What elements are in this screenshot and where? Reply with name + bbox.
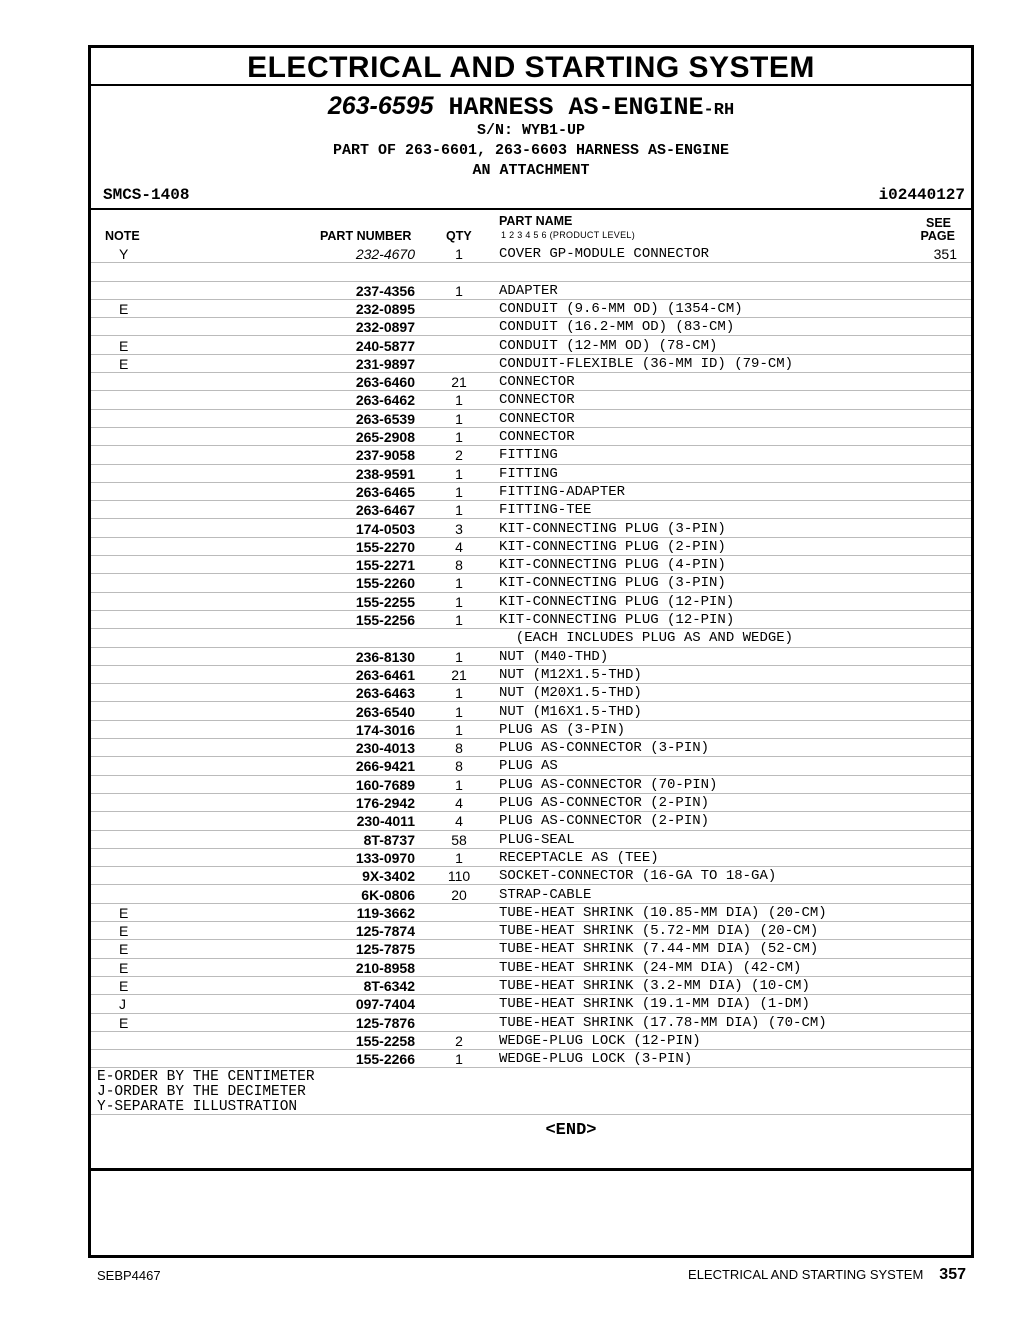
row-qty: 1: [455, 1051, 463, 1068]
table-row: [91, 940, 971, 958]
col-product-level: 1 2 3 4 5 6 (PRODUCT LEVEL): [501, 230, 635, 240]
table-row: [91, 739, 971, 757]
row-part-name: PLUG AS (3-PIN): [499, 721, 626, 738]
table-row: [91, 794, 971, 812]
row-part-name: TUBE-HEAT SHRINK (7.44-MM DIA) (52-CM): [499, 941, 819, 958]
row-part-name: SOCKET-CONNECTOR (16-GA TO 18-GA): [499, 868, 777, 885]
table-row: [91, 648, 971, 666]
table-row: [91, 465, 971, 483]
table-row: [91, 538, 971, 556]
table-row: [91, 483, 971, 501]
row-part-number: 230-4013: [355, 740, 415, 757]
row-part-number: 263-6463: [355, 685, 415, 702]
col-see: SEE: [925, 216, 951, 230]
row-part-name: PLUG AS-CONNECTOR (70-PIN): [499, 776, 718, 793]
row-part-name: TUBE-HEAT SHRINK (19.1-MM DIA) (1-DM): [499, 996, 810, 1013]
row-qty: 110: [447, 868, 471, 885]
part-of-line: PART OF 263-6601, 263-6603 HARNESS AS-ENGINE: [332, 142, 730, 159]
table-row: [91, 373, 971, 391]
table-row: [91, 337, 971, 355]
row-part-number: 155-2255: [355, 593, 415, 610]
row-part-number: 155-2258: [355, 1032, 415, 1049]
table-row: [91, 410, 971, 428]
row-part-number: 155-2270: [355, 538, 415, 555]
table-row: [91, 520, 971, 538]
row-note: E: [119, 959, 129, 976]
table-row: [91, 849, 971, 867]
row-part-name: ADAPTER: [499, 282, 558, 299]
col-part-name: PART NAME: [499, 214, 573, 228]
table-row: [91, 300, 971, 318]
table-row: [91, 922, 971, 940]
row-note: J: [119, 996, 126, 1013]
row-part-number: 231-9897: [355, 355, 415, 372]
row-part-number: 160-7689: [355, 776, 415, 793]
row-part-name: KIT-CONNECTING PLUG (4-PIN): [499, 557, 726, 574]
row-qty: 21: [451, 374, 467, 391]
illustration-id: i02440127: [878, 186, 965, 204]
row-qty: 1: [455, 593, 463, 610]
row-part-number: 174-0503: [355, 520, 415, 537]
table-row: [91, 245, 971, 263]
page-frame: [88, 45, 974, 1258]
row-part-number: 8T-8737: [363, 831, 415, 848]
row-qty: 2: [455, 1032, 463, 1049]
row-qty: 1: [455, 703, 463, 720]
row-qty: 1: [455, 282, 463, 299]
table-row: [91, 1032, 971, 1050]
row-part-name: CONDUIT (12-MM OD) (78-CM): [499, 337, 718, 354]
footer-doc-id: SEBP4467: [97, 1268, 161, 1283]
row-part-name: CONDUIT-FLEXIBLE (36-MM ID) (79-CM): [499, 355, 794, 372]
row-note: E: [119, 923, 129, 940]
row-part-name: NUT (M16X1.5-THD): [499, 703, 642, 720]
row-part-name: PLUG-SEAL: [499, 831, 575, 848]
row-qty: 58: [451, 831, 467, 848]
row-part-name: CONNECTOR: [499, 392, 575, 409]
note-line: J-ORDER BY THE DECIMETER: [97, 1084, 306, 1100]
table-row: [91, 831, 971, 849]
row-part-name: CONDUIT (9.6-MM OD) (1354-CM): [499, 300, 743, 317]
table-row: [91, 886, 971, 904]
row-part-name: NUT (M20X1.5-THD): [499, 685, 642, 702]
row-part-number: 155-2256: [355, 612, 415, 628]
row-part-name: WEDGE-PLUG LOCK (3-PIN): [499, 1051, 693, 1068]
table-row: [91, 684, 971, 702]
row-part-name: CONNECTOR: [499, 374, 575, 391]
header-divider: [91, 208, 971, 210]
section-title: ELECTRICAL AND STARTING SYSTEM: [91, 48, 971, 86]
notes-block: [97, 1070, 315, 1115]
row-part-name: NUT (M12X1.5-THD): [499, 666, 642, 683]
row-part-name: CONNECTOR: [499, 410, 575, 427]
row-part-number: 155-2260: [355, 575, 415, 592]
row-part-name: TUBE-HEAT SHRINK (17.78-MM DIA) (70-CM): [499, 1014, 827, 1031]
table-row: [91, 318, 971, 336]
table-row: [91, 556, 971, 574]
row-qty: 1: [455, 465, 463, 482]
row-part-number: 119-3662: [356, 904, 415, 921]
row-qty: 1: [455, 721, 463, 738]
col-page: PAGE: [920, 229, 955, 243]
harness-suffix: -RH: [703, 101, 735, 120]
table-row: [91, 904, 971, 922]
row-part-number: 155-2266: [355, 1051, 415, 1068]
footer-section: [688, 1266, 966, 1284]
col-note: NOTE: [105, 229, 140, 243]
row-see-page: 351: [933, 246, 957, 262]
row-part-name: KIT-CONNECTING PLUG (12-PIN): [499, 593, 735, 610]
row-part-name: FITTING-ADAPTER: [499, 483, 626, 500]
row-part-number: 8T-6342: [363, 978, 415, 994]
row-part-name: NUT (M40-THD): [499, 648, 609, 665]
row-part-number: 210-8958: [355, 959, 415, 976]
row-part-name: CONNECTOR: [499, 429, 575, 445]
row-part-number: 232-4670: [355, 246, 415, 262]
row-part-number: 265-2908: [355, 429, 415, 445]
serial-range: S/N: WYB1-UP: [476, 122, 586, 139]
row-qty: 8: [455, 758, 463, 775]
row-part-name: PLUG AS: [499, 758, 558, 775]
table-row: [91, 995, 971, 1013]
row-qty: 1: [455, 685, 463, 702]
row-note: E: [119, 337, 129, 354]
row-part-number: 263-6461: [355, 666, 415, 683]
row-part-name: FITTING: [499, 447, 558, 464]
table-row: [91, 757, 971, 775]
row-qty: 2: [455, 447, 463, 464]
table-row: [91, 501, 971, 519]
row-part-number: 155-2271: [355, 557, 415, 574]
row-note: E: [119, 978, 129, 994]
row-part-number: 240-5877: [355, 337, 415, 354]
table-row: [91, 959, 971, 977]
row-qty: 1: [455, 849, 463, 866]
table-row: [91, 703, 971, 721]
smcs-code: SMCS-1408: [103, 186, 190, 204]
row-part-number: 125-7874: [355, 923, 415, 940]
table-row: [91, 263, 971, 281]
table-row: [91, 977, 971, 995]
row-qty: 1: [455, 612, 463, 628]
row-part-name: CONDUIT (16.2-MM OD) (83-CM): [499, 319, 735, 336]
row-part-name: STRAP-CABLE: [499, 886, 592, 903]
row-part-number: 125-7876: [355, 1014, 415, 1031]
table-row: [91, 355, 971, 373]
row-part-name: PLUG AS-CONNECTOR (2-PIN): [499, 813, 710, 830]
row-part-number: 230-4011: [356, 813, 415, 830]
row-part-number: 097-7404: [355, 996, 415, 1013]
row-part-name: TUBE-HEAT SHRINK (3.2-MM DIA) (10-CM): [499, 978, 810, 994]
notes-divider: [91, 1114, 971, 1115]
row-part-number: 232-0895: [355, 300, 415, 317]
row-part-number: 263-6460: [355, 374, 415, 391]
footer-page-number: 357: [939, 1266, 966, 1283]
row-part-number: 9X-3402: [362, 868, 415, 885]
row-part-name: TUBE-HEAT SHRINK (5.72-MM DIA) (20-CM): [499, 923, 819, 940]
table-row: [91, 428, 971, 446]
row-note: E: [119, 355, 129, 372]
table-row: [91, 574, 971, 592]
row-qty: 1: [455, 776, 463, 793]
row-note: E: [119, 941, 129, 958]
row-part-number: 266-9421: [355, 758, 415, 775]
row-part-name: COVER GP-MODULE CONNECTOR: [499, 246, 710, 262]
row-part-number: 232-0897: [355, 319, 415, 336]
col-qty: QTY: [446, 229, 472, 243]
row-qty: 1: [455, 502, 463, 519]
bottom-divider: [91, 1168, 971, 1171]
table-row: [91, 391, 971, 409]
row-part-name: TUBE-HEAT SHRINK (24-MM DIA) (42-CM): [499, 959, 802, 976]
row-part-number: 237-4356: [355, 282, 415, 299]
row-qty: 8: [455, 557, 463, 574]
row-part-name: TUBE-HEAT SHRINK (10.85-MM DIA) (20-CM): [499, 904, 827, 921]
table-row: [91, 611, 971, 629]
row-qty: 1: [455, 483, 463, 500]
row-part-name: FITTING-TEE: [499, 502, 592, 519]
row-qty: 1: [455, 392, 463, 409]
row-part-name: RECEPTACLE AS (TEE): [499, 849, 659, 866]
row-note: E: [119, 904, 129, 921]
row-part-number: 236-8130: [355, 648, 415, 665]
row-part-number: 237-9058: [355, 447, 415, 464]
row-qty: 21: [451, 666, 467, 683]
attachment-line: AN ATTACHMENT: [472, 162, 590, 179]
table-row: [91, 812, 971, 830]
row-qty: 20: [451, 886, 467, 903]
row-qty: 4: [455, 813, 463, 830]
table-row: [91, 629, 971, 647]
row-part-name: KIT-CONNECTING PLUG (2-PIN): [499, 538, 726, 555]
table-row: [91, 593, 971, 611]
table-row: [91, 666, 971, 684]
row-part-name: PLUG AS-CONNECTOR (2-PIN): [499, 795, 710, 811]
row-part-name: WEDGE-PLUG LOCK (12-PIN): [499, 1032, 701, 1049]
harness-title: [91, 92, 971, 122]
note-line: Y-SEPARATE ILLUSTRATION: [97, 1099, 298, 1115]
table-row: [91, 1014, 971, 1032]
row-part-number: 263-6467: [355, 502, 415, 519]
row-part-name: KIT-CONNECTING PLUG (3-PIN): [499, 575, 726, 592]
table-row: [91, 721, 971, 739]
row-part-number: 6K-0806: [361, 886, 415, 903]
row-qty: 1: [455, 575, 463, 592]
row-part-number: 176-2942: [355, 795, 415, 811]
row-part-number: 133-0970: [355, 849, 415, 866]
row-qty: 1: [455, 648, 463, 665]
table-row: [91, 446, 971, 464]
row-part-number: 174-3016: [355, 721, 415, 738]
row-note: E: [119, 300, 129, 317]
col-part-number: PART NUMBER: [320, 229, 412, 243]
row-note: E: [119, 1014, 129, 1031]
end-marker: <END>: [545, 1121, 597, 1140]
row-part-number: 238-9591: [355, 465, 415, 482]
row-part-name: KIT-CONNECTING PLUG (12-PIN): [499, 612, 735, 628]
table-row: [91, 867, 971, 885]
row-part-name: PLUG AS-CONNECTOR (3-PIN): [499, 740, 710, 757]
table-row: [91, 776, 971, 794]
row-part-number: 263-6465: [355, 483, 415, 500]
row-part-name: FITTING: [499, 465, 558, 482]
row-part-number: 125-7875: [355, 941, 415, 958]
row-qty: 1: [455, 246, 463, 262]
table-row: [91, 282, 971, 300]
row-part-number: 263-6539: [355, 410, 415, 427]
row-part-name: KIT-CONNECTING PLUG (3-PIN): [499, 520, 726, 537]
footer-section-title: ELECTRICAL AND STARTING SYSTEM: [688, 1267, 924, 1282]
row-qty: 3: [455, 520, 463, 537]
row-part-number: 263-6462: [355, 392, 415, 409]
row-part-number: 263-6540: [355, 703, 415, 720]
row-qty: 8: [455, 740, 463, 757]
row-note: Y: [119, 246, 129, 262]
row-part-name: (EACH INCLUDES PLUG AS AND WEDGE): [499, 630, 794, 647]
harness-name: HARNESS AS-ENGINE: [448, 93, 704, 122]
note-line: E-ORDER BY THE CENTIMETER: [97, 1069, 315, 1085]
harness-part-number: 263-6595: [327, 92, 434, 120]
row-qty: 4: [455, 538, 463, 555]
row-qty: 1: [455, 429, 463, 445]
row-qty: 4: [455, 795, 463, 811]
table-row: [91, 1050, 971, 1068]
row-qty: 1: [455, 410, 463, 427]
